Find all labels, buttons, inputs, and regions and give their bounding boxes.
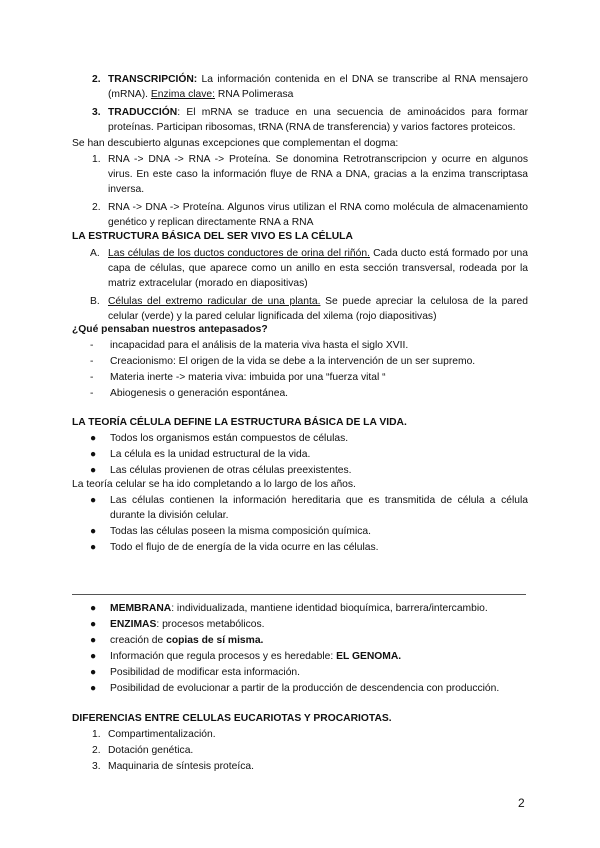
underlined-text: Las células de los ductos conductores de orina del riñón.	[108, 248, 370, 259]
list-item: - incapacidad para el análisis de la materia viva hasta el siglo XVII.	[90, 340, 409, 351]
list-item: 2. TRANSCRIPCIÓN: La información contenida en el DNA se transcribe al RNA mensajero (mRNA). Enzima clave: RNA Polimerasa	[92, 74, 528, 100]
list-item: ● Todas las células poseen la misma composición química.	[90, 526, 371, 537]
list-item: 3. TRADUCCIÓN: El mRNA se traduce en una secuencia de aminoácidos para formar proteínas. Participan ribosomas, tRNA (RNA de transferencia) y varios factores proteicos.	[92, 107, 528, 133]
item-number: 1.	[92, 729, 101, 740]
item-number: 2.	[92, 202, 101, 213]
list-item: ● Información que regula procesos y es heredable: EL GENOMA.	[90, 651, 402, 662]
list-item: ● La célula es la unidad estructural de la vida.	[90, 449, 311, 460]
term-transcripcion: TRANSCRIPCIÓN:	[108, 74, 198, 85]
item-number: 2.	[92, 745, 101, 756]
section-heading: LA ESTRUCTURA BÁSICA DEL SER VIVO ES LA CÉLULA	[72, 231, 353, 242]
list-item: ● Posibilidad de modificar esta información.	[90, 667, 301, 678]
bullet-icon: ●	[90, 465, 97, 476]
dogma-list	[92, 72, 528, 135]
list-item: - Materia inerte -> materia viva: imbuida por una “fuerza vital “	[90, 372, 386, 383]
list-item: ● Las células contienen la información hereditaria que es transmitida de célula a célula durante la división celular.	[90, 495, 528, 521]
item-letter: B.	[90, 296, 100, 307]
item-number: 3.	[92, 761, 101, 772]
diferencias-list	[92, 727, 528, 774]
list-item: B. Células del extremo radicular de una planta. Se puede apreciar la celulosa de la pared celular (verde) y la pared celular lignificada del xilema (rojo diapositivas)	[90, 296, 528, 322]
list-item: ● Todos los organismos están compuestos de células.	[90, 433, 349, 444]
bullet-icon: ●	[90, 495, 97, 506]
bullet-icon: ●	[90, 542, 97, 553]
item-letter: A.	[90, 248, 100, 259]
teoria-bullets-2	[90, 493, 528, 555]
list-item: 2. Dotación genética.	[92, 745, 194, 756]
list-item: A. Las células de los ductos conductores de orina del riñón. Cada ducto está formado por una capa de células, que aparece como un anillo en esta sección transversal, rodeada por la matriz extracelular (morado en diapositivas)	[90, 248, 528, 289]
properties-list	[90, 601, 528, 696]
bullet-icon: ●	[90, 635, 97, 646]
item-number: 3.	[92, 107, 101, 118]
question-heading: ¿Qué pensaban nuestros antepasados?	[72, 324, 268, 335]
list-item: 1. Compartimentalización.	[92, 729, 216, 740]
list-item: ● ENZIMAS: procesos metabólicos.	[90, 619, 265, 630]
page-number: 2	[518, 796, 525, 810]
list-item: ● Todo el flujo de de energía de la vida ocurre en las células.	[90, 542, 379, 553]
list-item: ● creación de copias de sí misma.	[90, 635, 264, 646]
section-heading: LA TEORÍA CÉLULA DEFINE LA ESTRUCTURA BÁSICA DE LA VIDA.	[72, 417, 407, 428]
list-item: - Abiogenesis o generación espontánea.	[90, 388, 289, 399]
bullet-icon: ●	[90, 683, 97, 694]
dash-list	[90, 338, 528, 401]
term-traduccion: TRADUCCIÓN	[108, 107, 178, 118]
estructura-list	[90, 246, 528, 324]
bullet-icon: ●	[90, 449, 97, 460]
exceptions-intro: Se han descubierto algunas excepciones que complementan el dogma:	[72, 138, 399, 149]
bullet-icon: ●	[90, 603, 97, 614]
list-item: ● MEMBRANA: individualizada, mantiene identidad bioquímica, barrera/intercambio.	[90, 603, 488, 614]
list-item: 2. RNA -> DNA -> Proteína. Algunos virus utilizan el RNA como molécula de almacenamiento genético y replican directamente RNA a RNA	[92, 202, 528, 228]
item-number: 2.	[92, 74, 101, 85]
teoria-bullets	[90, 431, 528, 478]
list-item: 3. Maquinaria de síntesis proteíca.	[92, 761, 254, 772]
list-item: - Creacionismo: El origen de la vida se debe a la intervención de un ser supremo.	[90, 356, 476, 367]
exceptions-list	[92, 152, 528, 230]
list-item: 1. RNA -> DNA -> RNA -> Proteína. Se donomina Retrotranscripcion y ocurre en algunos virus. En este caso la información fluye de RNA a DNA, gracias a la enzima transcriptasa inversa.	[92, 154, 528, 195]
item-number: 1.	[92, 154, 101, 165]
bullet-icon: ●	[90, 619, 97, 630]
list-item: ● Las células provienen de otras células preexistentes.	[90, 465, 352, 476]
section-heading: DIFERENCIAS ENTRE CELULAS EUCARIOTAS Y PROCARIOTAS.	[72, 713, 392, 724]
list-item: ● Posibilidad de evolucionar a partir de la producción de descendencia con producción.	[90, 683, 500, 694]
bullet-icon: ●	[90, 433, 97, 444]
underlined-text: Células del extremo radicular de una planta.	[108, 296, 321, 307]
horizontal-divider	[72, 594, 526, 595]
bullet-icon: ●	[90, 651, 97, 662]
teoria-completed: La teoría celular se ha ido completando a lo largo de los años.	[72, 479, 356, 490]
underlined-text: Enzima clave:	[150, 89, 216, 100]
bullet-icon: ●	[90, 667, 97, 678]
bullet-icon: ●	[90, 526, 97, 537]
